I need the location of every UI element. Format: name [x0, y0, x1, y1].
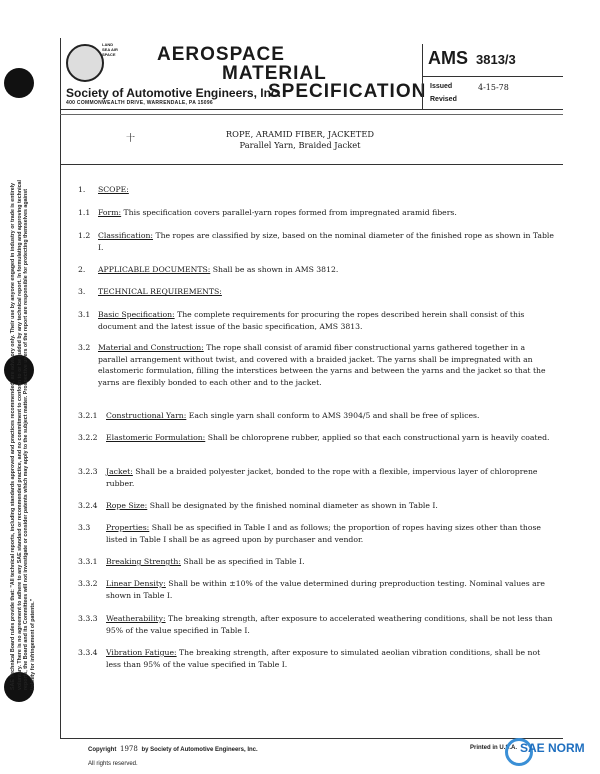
- section-3-2-4: [78, 500, 556, 512]
- section-heading: SCOPE:: [98, 185, 129, 194]
- section-text: The breaking strength, after exposure to accelerated weathering conditions, shall be not less than 95% of the value specified in Table I.: [106, 614, 553, 635]
- punch-hole-top: [4, 68, 34, 98]
- footer-printed: Printed in U.S.A.: [470, 745, 518, 751]
- section-3-3-3: [78, 613, 556, 636]
- section-3-3-4: [78, 647, 556, 670]
- section-number: 1.: [78, 185, 86, 194]
- section-heading: Material and Construction:: [98, 343, 204, 352]
- section-number: 3.2: [78, 343, 91, 352]
- section-number: 3.3.4: [78, 648, 98, 657]
- ams-number: 3813/3: [476, 52, 516, 67]
- section-number: 1.1: [78, 208, 91, 217]
- logo-tag: LAND SEA AIR SPACE: [102, 42, 118, 57]
- society-name: Society of Automotive Engineers, Inc.: [66, 86, 281, 100]
- section-heading: Vibration Fatigue:: [106, 648, 177, 657]
- watermark-text: SAE NORM: [520, 741, 585, 755]
- doc-title: ROPE, ARAMID FIBER, JACKETED: [225, 129, 375, 139]
- section-1: [78, 184, 556, 196]
- section-heading: Elastomeric Formulation:: [106, 433, 206, 442]
- section-number: 3.: [78, 287, 86, 296]
- header-specification: SPECIFICATION: [268, 81, 427, 102]
- section-heading: Rope Size:: [106, 501, 148, 510]
- side-disclaimer: SAE Technical Board rules provide that: "All technical reports, including standards approved and practices recommended, are advisory only. Their use by anyone engaged in industry or trade is entirely voluntary. There is no agreement to adhere to any SAE standard or recommended practice, and no commitment to conform to or be guided by any technical report. In formulating and approving technical reports, the Board and its Committees will not investigate or consider patents which may apply to the subject matter. Prospective users of the report are responsible for protecting themselves against liability for infringement of patents.": [10, 180, 36, 690]
- section-heading: TECHNICAL REQUIREMENTS:: [98, 287, 222, 296]
- section-number: 1.2: [78, 231, 91, 240]
- section-text: Shall be as shown in AMS 3812.: [210, 265, 339, 274]
- section-heading: Weatherability:: [106, 614, 166, 623]
- copyright-owner: by Society of Automotive Engineers, Inc.: [141, 747, 258, 753]
- section-heading: Classification:: [98, 231, 154, 240]
- footer-copyright: [88, 745, 258, 753]
- footer-rights: All rights reserved.: [88, 761, 138, 767]
- section-heading: Breaking Strength:: [106, 557, 181, 566]
- section-text: Shall be as specified in Table I.: [180, 557, 305, 566]
- section-text: Shall be designated by the finished nominal diameter as shown in Table I.: [147, 501, 438, 510]
- title-rule: [60, 164, 563, 165]
- issued-date: 4-15-78: [478, 83, 509, 92]
- ams-divider: [422, 76, 563, 77]
- section-text: Shall be chloroprene rubber, applied so that each constructional yarn is heavily coated.: [205, 433, 550, 442]
- copyright-label: Copyright: [88, 747, 117, 753]
- section-3-1: [78, 309, 556, 332]
- section-number: 3.3: [78, 523, 91, 532]
- section-3-2-2: [78, 432, 556, 444]
- doc-subtitle: Parallel Yarn, Braided Jacket: [239, 140, 361, 150]
- section-text: The complete requirements for procuring the ropes described herein shall consist of this document and the latest issue of the basic specification, AMS 3813.: [98, 310, 525, 331]
- issued-label: Issued: [430, 83, 453, 90]
- section-heading: Jacket:: [106, 467, 133, 476]
- section-text: The ropes are classified by size, based on the nominal diameter of the finished rope as shown in Table I.: [98, 231, 554, 252]
- copyright-year: 1978: [120, 745, 138, 753]
- section-heading: Properties:: [106, 523, 150, 532]
- margin-mark: 十: [126, 134, 136, 144]
- header-rule: [60, 109, 563, 110]
- footer-rule: [60, 738, 563, 739]
- society-address: 400 COMMONWEALTH DRIVE, WARRENDALE, PA 15096: [66, 100, 214, 106]
- sae-logo-icon: [66, 44, 104, 82]
- section-number: 3.1: [78, 310, 91, 319]
- ams-label: AMS: [428, 48, 468, 68]
- section-1-2: [78, 230, 556, 253]
- section-3-2: [78, 342, 556, 388]
- section-number: 3.3.1: [78, 557, 98, 566]
- section-2: [78, 264, 556, 276]
- section-heading: Constructional Yarn:: [106, 411, 187, 420]
- section-3-3: [78, 522, 556, 545]
- section-number: 3.3.2: [78, 579, 98, 588]
- section-number: 2.: [78, 265, 86, 274]
- section-number: 3.2.4: [78, 501, 98, 510]
- section-text: Shall be as specified in Table I and as follows; the proportion of ropes having sizes other than those listed in Table I shall be as agreed upon by purchaser and vendor.: [106, 523, 541, 544]
- section-text: Shall be within ±10% of the value determined during preproduction testing. Nominal values are shown in Table I.: [106, 579, 545, 600]
- section-3-2-3: [78, 466, 556, 489]
- section-3-2-1: [78, 410, 556, 422]
- section-3: [78, 286, 556, 298]
- section-number: 3.2.1: [78, 411, 98, 420]
- section-heading: APPLICABLE DOCUMENTS:: [98, 265, 211, 274]
- section-heading: Form:: [98, 208, 122, 217]
- section-1-1: [78, 207, 556, 219]
- section-3-3-1: [78, 556, 556, 568]
- section-heading: Basic Specification:: [98, 310, 175, 319]
- header-aerospace: AEROSPACE: [157, 44, 285, 65]
- header-rule-thin: [60, 114, 563, 115]
- section-text: This specification covers parallel-yarn ropes formed from impregnated aramid fibers.: [121, 208, 457, 217]
- revised-label: Revised: [430, 96, 457, 103]
- section-text: The breaking strength, after exposure to simulated aeolian vibration conditions, shall be not less than 95% of the value specified in Table I.: [106, 648, 541, 669]
- section-number: 3.2.3: [78, 467, 98, 476]
- header-material: MATERIAL: [222, 63, 327, 84]
- section-text: The rope shall consist of aramid fiber constructional yarns gathered together in a parallel arrangement without twist, and covered with a braided jacket. The yarns shall be impregnated with an elastomeric formulation, filling the interstices between the yarns and between the yarns and the jacket so that the yarns are flexibly bonded to each other and to the jacket.: [98, 343, 546, 387]
- section-heading: Linear Density:: [106, 579, 166, 588]
- section-text: Each single yarn shall conform to AMS 3904/5 and shall be free of splices.: [186, 411, 480, 420]
- section-3-3-2: [78, 578, 556, 601]
- section-number: 3.2.2: [78, 433, 98, 442]
- section-number: 3.3.3: [78, 614, 98, 623]
- section-text: Shall be a braided polyester jacket, bonded to the rope with a flexible, impervious layer of chloroprene rubber.: [106, 467, 538, 488]
